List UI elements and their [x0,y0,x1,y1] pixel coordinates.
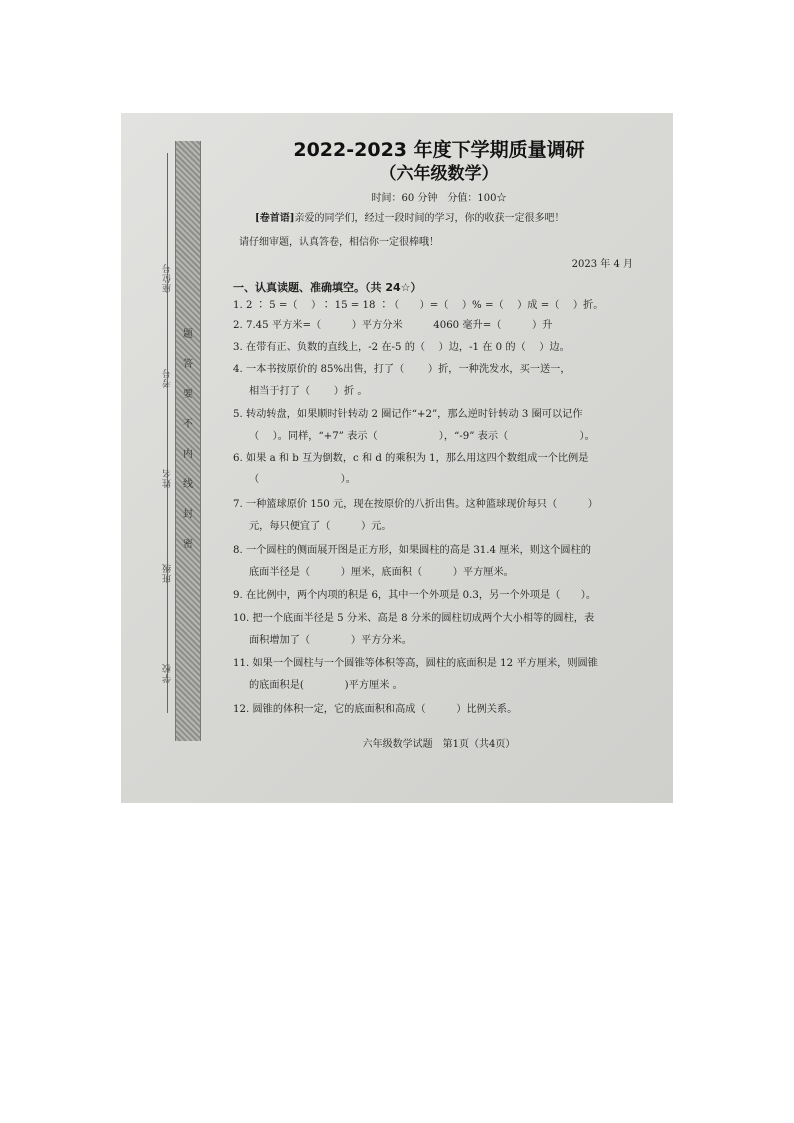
seal-char: 内 [183,449,193,460]
question-6: 6. 如果 a 和 b 互为倒数，c 和 d 的乘积为 1，那么用这四个数组成一个比例是 [233,453,589,464]
seal-char: 题 [183,329,193,340]
seal-char: 答 [183,359,193,370]
question-7-cont: 元，每只便宜了（ ）元。 [249,521,392,532]
question-4-cont: 相当于打了（ ）折 。 [249,386,368,397]
label-school: 学校 [163,663,173,683]
seal-char: 封 [183,509,193,520]
question-12: 12. 圆锥的体积一定，它的底面积和高成（ ）比例关系。 [233,704,518,715]
exam-title: 2022-2023 年度下学期质量调研 [293,139,585,161]
question-2: 2. 7.45 平方米=（ ）平方分米 4060 毫升=（ ）升 [233,320,553,331]
question-8: 8. 一个圆柱的侧面展开图是正方形，如果圆柱的高是 31.4 厘米，则这个圆柱的 [233,545,591,556]
intro-line-2: 请仔细审题，认真答卷，相信你一定很棒哦！ [239,237,439,248]
question-11: 11. 如果一个圆柱与一个圆锥等体积等高，圆柱的底面积是 12 平方厘米，则圆锥 [233,658,598,669]
question-3: 3. 在带有正、负数的直线上，-2 在-5 的（ ）边，-1 在 0 的（ ）边。 [233,342,570,353]
question-7: 7. 一种篮球原价 150 元，现在按原价的八折出售。这种篮球现价每只（ ） [233,499,598,510]
question-5: 5. 转动转盘，如果顺时针转动 2 圈记作“+2”，那么逆时针转动 3 圈可以记作 [233,409,583,420]
question-5-cont: （ ）。同样，“+7” 表示（ ），“-9” 表示（ ）。 [249,431,595,442]
intro-text: 亲爱的同学们，经过一段时间的学习，你的收获一定很多吧！ [294,213,565,224]
question-8-cont: 底面半径是（ ）厘米，底面积（ ）平方厘米。 [249,567,514,578]
exam-date: 2023 年 4 月 [571,259,633,270]
intro-label: [卷首语] [255,213,295,224]
page-footer: 六年级数学试题 第1页（共4页） [362,739,516,750]
intro-line-1 [255,209,564,224]
binding-rule [167,153,168,713]
label-exam-number: 考号 [163,368,173,388]
question-6-cont: （ ）。 [249,474,356,485]
exam-subtitle: （六年级数学） [379,164,499,184]
question-1: 1. 2 ∶ 5 =（ ）∶ 15 = 18 ∶（ ）=（ ）% =（ ）成 =（ ）折。 [233,300,604,311]
seal-char: 要 [183,389,193,400]
question-11-cont: 的底面积是( )平方厘米 。 [249,680,403,691]
label-name: 姓名 [163,468,173,488]
question-9: 9. 在比例中，两个内项的积是 6，其中一个外项是 0.3，另一个外项是（ ）。 [233,590,597,601]
question-10: 10. 把一个底面半径是 5 分米、高是 8 分米的圆柱切成两个大小相等的圆柱，表 [233,613,595,624]
seal-char: 不 [183,419,193,430]
question-10-cont: 面积增加了（ ）平方分米。 [249,635,412,646]
seal-line-strip [175,141,201,741]
seal-char: 密 [183,539,193,550]
exam-meta: 时间：60 分钟 分值：100☆ [371,193,507,204]
section-1-title: 一、认真读题、准确填空。（共 24☆） [233,281,422,294]
question-4: 4. 一本书按原价的 85%出售，打了（ ）折，一种洗发水，买一送一， [233,364,571,375]
seal-char: 线 [183,479,193,490]
label-seat-number: 座位号 [163,263,173,293]
scanned-exam-photo [121,113,673,803]
label-class: 班级 [163,563,173,583]
